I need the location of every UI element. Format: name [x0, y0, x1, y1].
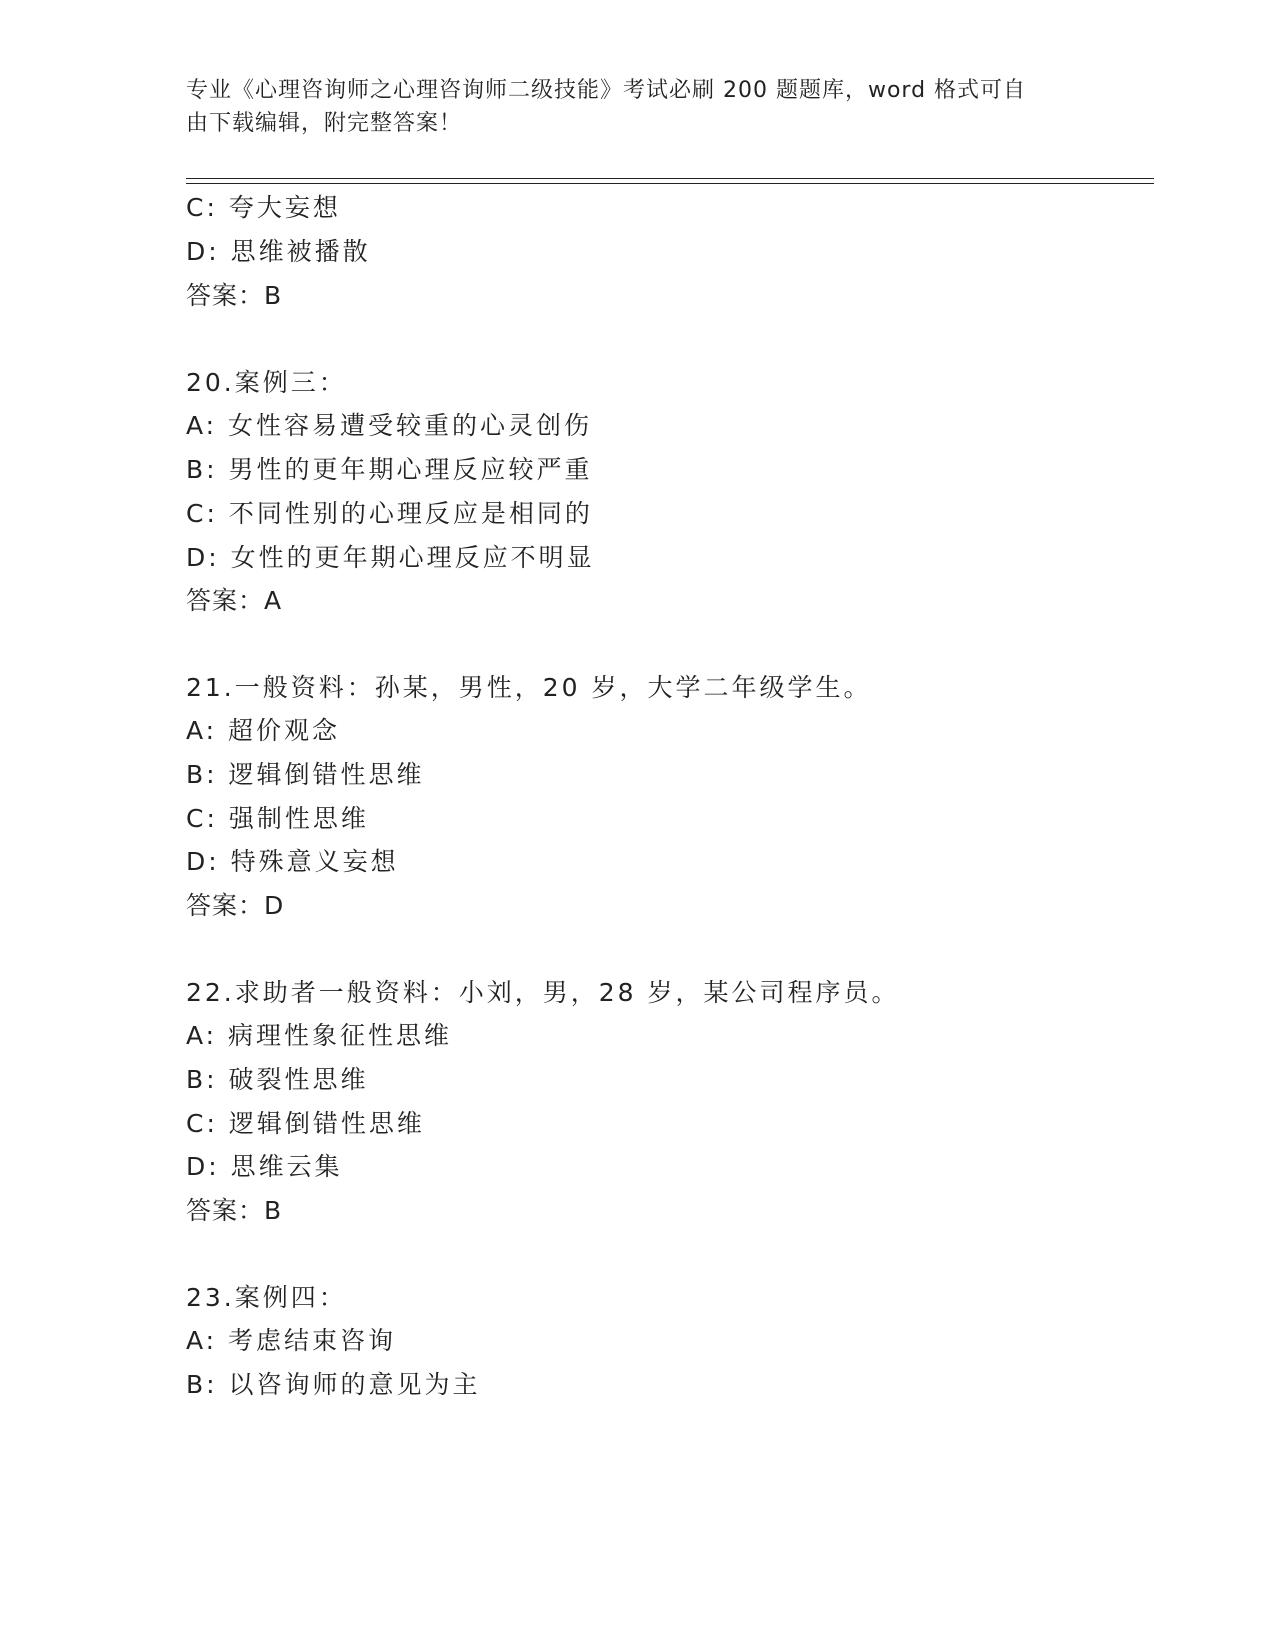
q23-option-a: A: 考虑结束咨询 — [186, 1326, 397, 1355]
q19-option-d: D: 思维被播散 — [186, 237, 371, 266]
q20-option-d: D: 女性的更年期心理反应不明显 — [186, 543, 595, 572]
q19-option-c: C: 夸大妄想 — [186, 193, 341, 222]
q21-option-b: B: 逻辑倒错性思维 — [186, 760, 425, 789]
q21-stem: 21.一般资料：孙某，男性，20 岁，大学二年级学生。 — [186, 673, 872, 702]
q21-answer: 答案：D — [186, 891, 285, 920]
q20-option-b: B: 男性的更年期心理反应较严重 — [186, 455, 593, 484]
q22-stem: 22.求助者一般资料：小刘，男，28 岁，某公司程序员。 — [186, 978, 900, 1007]
q22-option-b: B: 破裂性思维 — [186, 1065, 369, 1094]
q21-option-a: A: 超价观念 — [186, 716, 341, 745]
q21-option-d: D: 特殊意义妄想 — [186, 847, 399, 876]
q19-answer: 答案：B — [186, 281, 283, 310]
q20-answer: 答案：A — [186, 586, 283, 615]
header-divider-bottom — [186, 183, 1154, 184]
q20-option-c: C: 不同性别的心理反应是相同的 — [186, 499, 593, 528]
header-line-1: 专业《心理咨询师之心理咨询师二级技能》考试必刷 200 题题库，word 格式可自 — [186, 78, 1027, 103]
document-header — [186, 74, 1086, 140]
q20-stem: 20.案例三： — [186, 368, 347, 397]
q22-option-d: D: 思维云集 — [186, 1152, 343, 1181]
header-divider-top — [186, 178, 1154, 179]
header-line-2: 由下载编辑，附完整答案！ — [186, 111, 463, 136]
q22-option-a: A: 病理性象征性思维 — [186, 1021, 453, 1050]
q22-option-c: C: 逻辑倒错性思维 — [186, 1109, 425, 1138]
q21-option-c: C: 强制性思维 — [186, 804, 369, 833]
q20-option-a: A: 女性容易遭受较重的心灵创伤 — [186, 411, 593, 440]
q23-option-b: B: 以咨询师的意见为主 — [186, 1370, 481, 1399]
q22-answer: 答案：B — [186, 1196, 283, 1225]
q23-stem: 23.案例四： — [186, 1283, 347, 1312]
